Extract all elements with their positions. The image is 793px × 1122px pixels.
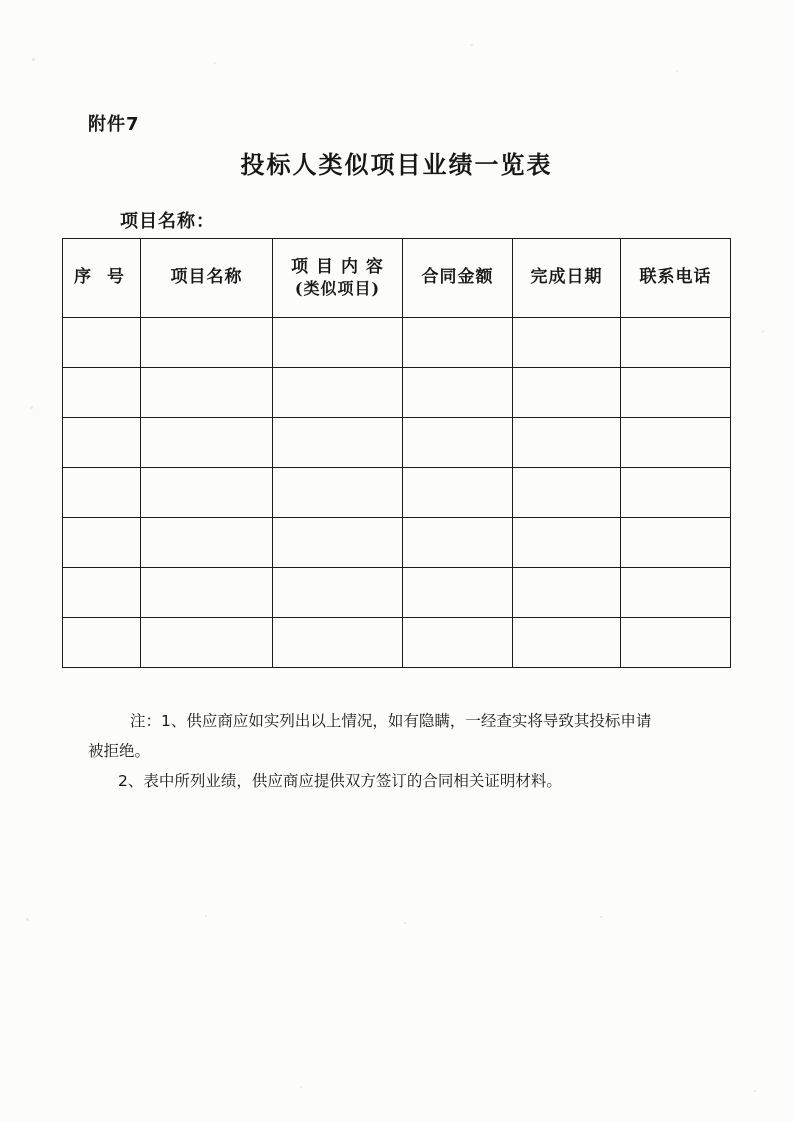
cell-contract-amount[interactable]: [403, 618, 513, 668]
cell-completion-date[interactable]: [513, 568, 621, 618]
cell-contract-amount[interactable]: [403, 468, 513, 518]
cell-project-name[interactable]: [141, 418, 273, 468]
cell-index[interactable]: [63, 518, 141, 568]
scan-speckle: [754, 1090, 756, 1092]
column-header-contact-phone-label: 联系电话: [639, 267, 712, 288]
cell-contact-phone[interactable]: [621, 618, 731, 668]
cell-contract-amount[interactable]: [403, 318, 513, 368]
scan-speckle: [26, 918, 29, 921]
cell-project-content[interactable]: [273, 318, 403, 368]
cell-index[interactable]: [63, 618, 141, 668]
cell-completion-date[interactable]: [513, 418, 621, 468]
cell-project-name[interactable]: [141, 368, 273, 418]
cell-project-content[interactable]: [273, 468, 403, 518]
cell-contact-phone[interactable]: [621, 468, 731, 518]
scan-speckle: [470, 44, 473, 46]
cell-index[interactable]: [63, 568, 141, 618]
scan-speckle: [676, 70, 678, 72]
column-header-completion-date-label: 完成日期: [530, 267, 603, 288]
column-header-project-content-label: 项 目 内 容: [291, 257, 384, 278]
cell-project-content[interactable]: [273, 418, 403, 468]
scan-speckle: [214, 62, 216, 64]
scan-speckle: [30, 406, 33, 409]
column-header-contract-amount: [403, 239, 513, 318]
cell-index[interactable]: [63, 418, 141, 468]
scan-speckle: [762, 330, 764, 333]
cell-project-content[interactable]: [273, 568, 403, 618]
table-row: [63, 618, 731, 668]
cell-contract-amount[interactable]: [403, 518, 513, 568]
cell-completion-date[interactable]: [513, 468, 621, 518]
cell-contract-amount[interactable]: [403, 568, 513, 618]
table-row: [63, 568, 731, 618]
similar-projects-table: [62, 238, 731, 668]
table-row: [63, 318, 731, 368]
cell-contact-phone[interactable]: [621, 318, 731, 368]
cell-project-name[interactable]: [141, 568, 273, 618]
cell-project-content[interactable]: [273, 368, 403, 418]
column-header-index: [63, 239, 141, 318]
page-title: 投标人类似项目业绩一览表: [240, 150, 553, 179]
cell-contract-amount[interactable]: [403, 368, 513, 418]
table-row: [63, 368, 731, 418]
cell-project-name[interactable]: [141, 618, 273, 668]
column-header-project-content-sublabel: (类似项目): [294, 278, 381, 298]
table-row: [63, 518, 731, 568]
cell-project-name[interactable]: [141, 518, 273, 568]
column-header-project-name: [141, 239, 273, 318]
scan-speckle: [205, 915, 207, 917]
cell-completion-date[interactable]: [513, 368, 621, 418]
notes-block: [88, 706, 723, 797]
table-row: [63, 418, 731, 468]
scan-speckle: [404, 922, 406, 924]
attachment-label: 附件7: [88, 114, 140, 135]
column-header-project-name-label: 项目名称: [170, 267, 243, 288]
table-header-row: [63, 239, 731, 318]
cell-contract-amount[interactable]: [403, 418, 513, 468]
scan-speckle: [300, 1086, 302, 1088]
column-header-project-content: [273, 239, 403, 318]
note-line-1: 注：1、供应商应如实列出以上情况，如有隐瞒，一经查实将导致其投标申请: [130, 712, 652, 730]
table-row: [63, 468, 731, 518]
cell-contact-phone[interactable]: [621, 418, 731, 468]
cell-project-content[interactable]: [273, 618, 403, 668]
cell-index[interactable]: [63, 318, 141, 368]
cell-completion-date[interactable]: [513, 618, 621, 668]
cell-contact-phone[interactable]: [621, 518, 731, 568]
cell-project-name[interactable]: [141, 318, 273, 368]
note-line-2: 被拒绝。: [88, 742, 151, 761]
column-header-contact-phone: [621, 239, 731, 318]
column-header-index-label: 序 号: [74, 267, 129, 288]
cell-completion-date[interactable]: [513, 318, 621, 368]
scan-speckle: [32, 58, 35, 61]
cell-contact-phone[interactable]: [621, 568, 731, 618]
cell-completion-date[interactable]: [513, 518, 621, 568]
column-header-completion-date: [513, 239, 621, 318]
cell-index[interactable]: [63, 468, 141, 518]
scan-speckle: [600, 916, 603, 918]
cell-project-content[interactable]: [273, 518, 403, 568]
cell-project-name[interactable]: [141, 468, 273, 518]
note-line-3: 2、表中所列业绩，供应商应提供双方签订的合同相关证明材料。: [118, 772, 562, 791]
cell-contact-phone[interactable]: [621, 368, 731, 418]
project-name-label: 项目名称：: [120, 211, 215, 232]
cell-index[interactable]: [63, 368, 141, 418]
column-header-contract-amount-label: 合同金额: [421, 267, 494, 288]
